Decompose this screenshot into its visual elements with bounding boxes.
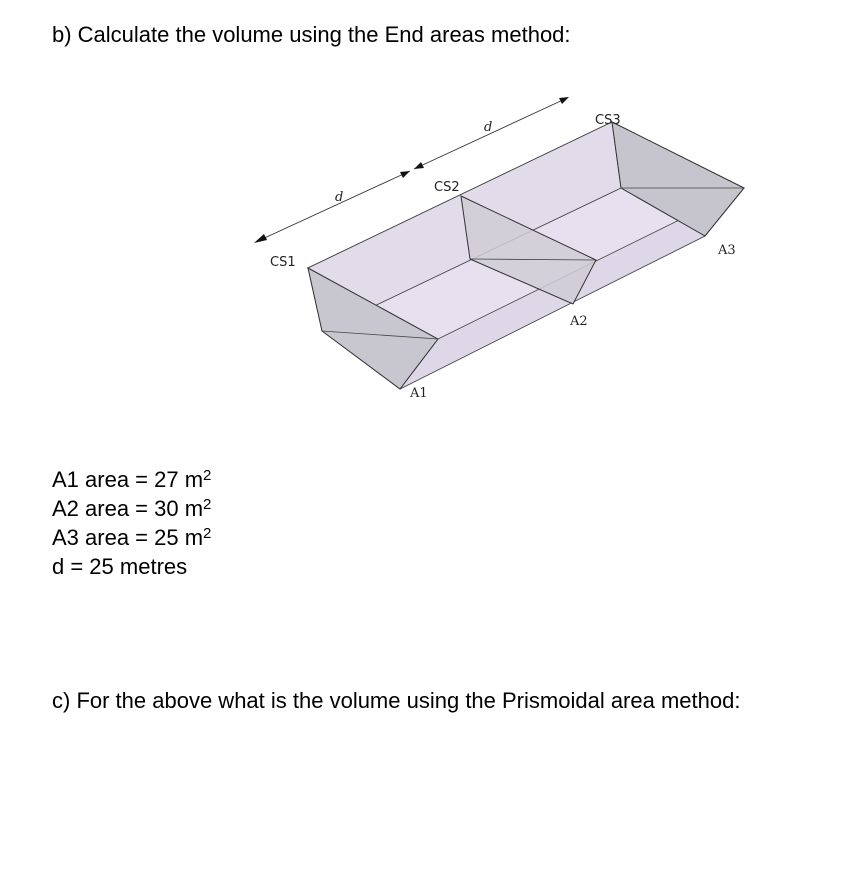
label-cs1: CS1 <box>270 255 296 270</box>
label-a1: A1 <box>410 386 428 401</box>
given-a1: A1 area = 27 $m^2$ <box>52 467 212 492</box>
arrow-head-left <box>254 234 267 243</box>
label-d1: d <box>335 190 344 205</box>
arrow-head-mid-b <box>414 162 424 169</box>
given-a2: A2 area = 30 $m^2$ <box>52 496 212 521</box>
given-a3: A3 area = 25 $m^2$ <box>52 525 212 550</box>
arrow-head-right <box>559 97 569 104</box>
label-cs2: CS2 <box>434 180 460 195</box>
given-values <box>52 465 211 581</box>
label-d2: d <box>484 120 493 135</box>
label-a2: A2 <box>570 314 588 329</box>
question-c: c) For the above what is the volume using the Prismoidal area method: <box>52 688 741 713</box>
label-a3: A3 <box>718 243 736 258</box>
given-d: d = 25 metres <box>52 554 188 579</box>
question-b: b) Calculate the volume using the End areas method: <box>52 22 571 47</box>
earthwork-diagram <box>230 85 860 425</box>
arrow-head-mid-a <box>400 171 410 178</box>
label-cs3: CS3 <box>595 113 621 128</box>
